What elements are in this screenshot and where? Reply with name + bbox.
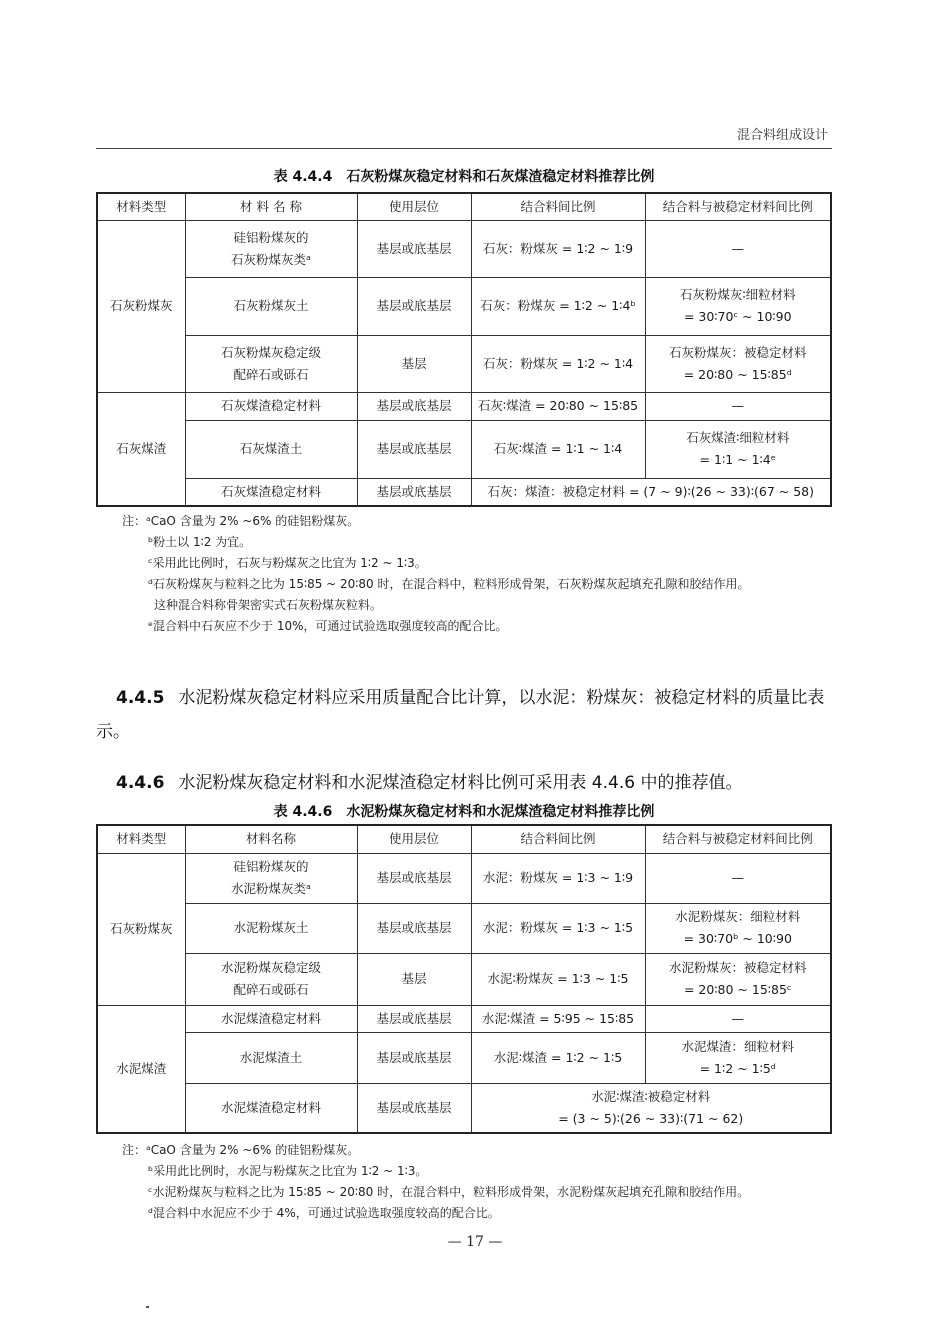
layer-cell: 基层或底基层 — [357, 220, 471, 277]
table-row — [97, 1083, 831, 1133]
table-title: 石灰粉煤灰稳定材料和石灰煤渣稳定材料推荐比例 — [346, 169, 655, 185]
note-line: 注：ᵃCaO 含量为 2% ~6% 的硅铝粉煤灰。 — [122, 1143, 360, 1157]
table-title: 水泥粉煤灰稳定材料和水泥煤渣稳定材料推荐比例 — [346, 804, 655, 820]
merged-ratio-cell: 石灰：煤渣：被稳定材料 = (7 ~ 9)∶(26 ~ 33)∶(67 ~ 58) — [471, 478, 831, 506]
header-cell: 使用层位 — [357, 193, 471, 220]
layer-cell: 基层 — [357, 953, 471, 1005]
table-row — [97, 903, 831, 953]
layer-cell: 基层或底基层 — [357, 1005, 471, 1032]
header-cell: 使用层位 — [357, 825, 471, 853]
table-row — [97, 953, 831, 1005]
table-row — [97, 478, 831, 506]
header-cell: 材料名称 — [185, 825, 357, 853]
stabilized-ratio-cell: 石灰粉煤灰∶细粒材料 = 30∶70ᶜ ~ 10∶90 — [645, 277, 831, 335]
header-cell: 结合料间比例 — [471, 193, 645, 220]
table-header-row — [97, 193, 831, 220]
stabilized-ratio-cell: — — [645, 220, 831, 277]
table-4-4-6-notes — [122, 1140, 842, 1224]
layer-cell: 基层或底基层 — [357, 392, 471, 420]
table-row — [97, 277, 831, 335]
table-row — [97, 1005, 831, 1032]
binder-ratio-cell: 石灰∶煤渣 = 1∶1 ~ 1∶4 — [471, 420, 645, 478]
binder-ratio-cell: 水泥：粉煤灰 = 1∶3 ~ 1∶5 — [471, 903, 645, 953]
material-name-cell: 硅铝粉煤灰的 石灰粉煤灰类ᵃ — [185, 220, 357, 277]
section-number: 4.4.6 — [116, 773, 165, 793]
table-4-4-4-caption — [96, 166, 832, 186]
material-name-cell: 石灰煤渣稳定材料 — [185, 392, 357, 420]
header-cell: 结合料间比例 — [471, 825, 645, 853]
material-type-cell: 石灰煤渣 — [97, 392, 185, 506]
table-number: 表 4.4.6 — [273, 804, 333, 820]
note-line: ᵈ石灰粉煤灰与粒料之比为 15∶85 ~ 20∶80 时，在混合料中，粒料形成骨架，石灰粉煤灰起填充孔隙和胶结作用。 — [148, 577, 750, 591]
material-name-cell: 石灰粉煤灰稳定级 配碎石或砾石 — [185, 335, 357, 392]
page-number: — 17 — — [447, 1234, 503, 1250]
material-name-cell: 石灰粉煤灰土 — [185, 277, 357, 335]
note-line: ᵇ粉土以 1∶2 为宜。 — [148, 535, 252, 549]
binder-ratio-cell: 石灰：粉煤灰 = 1∶2 ~ 1∶4ᵇ — [471, 277, 645, 335]
table-4-4-6-caption — [96, 801, 832, 821]
material-name-cell: 水泥粉煤灰土 — [185, 903, 357, 953]
stabilized-ratio-cell: 水泥粉煤灰：被稳定材料 = 20∶80 ~ 15∶85ᶜ — [645, 953, 831, 1005]
stabilized-ratio-cell: — — [645, 853, 831, 903]
layer-cell: 基层或底基层 — [357, 1032, 471, 1083]
binder-ratio-cell: 石灰∶煤渣 = 20∶80 ~ 15∶85 — [471, 392, 645, 420]
stabilized-ratio-cell: 水泥粉煤灰：细粒材料 = 30∶70ᵇ ~ 10∶90 — [645, 903, 831, 953]
note-line: ᵉ混合料中石灰应不少于 10%，可通过试验选取强度较高的配合比。 — [148, 619, 508, 633]
paragraph-text: 水泥粉煤灰稳定材料应采用质量配合比计算，以水泥：粉煤灰：被稳定材料的质量比表示。 — [96, 688, 825, 742]
stabilized-ratio-cell: — — [645, 1005, 831, 1032]
material-name-cell: 水泥煤渣稳定材料 — [185, 1005, 357, 1032]
binder-ratio-cell: 石灰：粉煤灰 = 1∶2 ~ 1∶4 — [471, 335, 645, 392]
header-rule — [96, 148, 832, 149]
header-cell: 材料类型 — [97, 193, 185, 220]
stabilized-ratio-cell: 水泥煤渣：细粒材料 = 1∶2 ~ 1∶5ᵈ — [645, 1032, 831, 1083]
table-row — [97, 853, 831, 903]
note-line: ᵈ混合料中水泥应不少于 4%，可通过试验选取强度较高的配合比。 — [148, 1206, 500, 1220]
running-header: 混合料组成设计 — [736, 128, 828, 143]
table-4-4-6 — [96, 824, 832, 1134]
material-type-cell: 石灰粉煤灰 — [97, 853, 185, 1005]
note-line: 注：ᵃCaO 含量为 2% ~6% 的硅铝粉煤灰。 — [122, 514, 360, 528]
table-4-4-4-notes — [122, 511, 842, 637]
material-name-cell: 水泥粉煤灰稳定级 配碎石或砾石 — [185, 953, 357, 1005]
table-4-4-4 — [96, 192, 832, 507]
binder-ratio-cell: 水泥：粉煤灰 = 1∶3 ~ 1∶9 — [471, 853, 645, 903]
note-line: ᶜ采用此比例时，石灰与粉煤灰之比宜为 1∶2 ~ 1∶3。 — [148, 556, 427, 570]
note-line: ᵇ采用此比例时，水泥与粉煤灰之比宜为 1∶2 ~ 1∶3。 — [148, 1164, 428, 1178]
binder-ratio-cell: 石灰：粉煤灰 = 1∶2 ~ 1∶9 — [471, 220, 645, 277]
stabilized-ratio-cell: 石灰粉煤灰：被稳定材料 = 20∶80 ~ 15∶85ᵈ — [645, 335, 831, 392]
stabilized-ratio-cell: 石灰煤渣∶细粒材料 = 1∶1 ~ 1∶4ᵉ — [645, 420, 831, 478]
layer-cell: 基层 — [357, 335, 471, 392]
table-row — [97, 1032, 831, 1083]
table-row — [97, 420, 831, 478]
layer-cell: 基层或底基层 — [357, 420, 471, 478]
layer-cell: 基层或底基层 — [357, 277, 471, 335]
layer-cell: 基层或底基层 — [357, 853, 471, 903]
merged-ratio-cell: 水泥∶煤渣∶被稳定材料 = (3 ~ 5)∶(26 ~ 33)∶(71 ~ 62) — [471, 1083, 831, 1133]
paragraph-text: 水泥粉煤灰稳定材料和水泥煤渣稳定材料比例可采用表 4.4.6 中的推荐值。 — [178, 773, 743, 793]
layer-cell: 基层或底基层 — [357, 478, 471, 506]
table-number: 表 4.4.4 — [273, 169, 333, 185]
paragraph-4-4-5 — [96, 681, 836, 749]
material-type-cell: 石灰粉煤灰 — [97, 220, 185, 392]
material-name-cell: 石灰煤渣土 — [185, 420, 357, 478]
section-number: 4.4.5 — [116, 688, 165, 708]
binder-ratio-cell: 水泥∶煤渣 = 5∶95 ~ 15∶85 — [471, 1005, 645, 1032]
binder-ratio-cell: 水泥∶粉煤灰 = 1∶3 ~ 1∶5 — [471, 953, 645, 1005]
table-row — [97, 335, 831, 392]
note-line: 这种混合料称骨架密实式石灰粉煤灰粒料。 — [154, 598, 383, 612]
material-name-cell: 硅铝粉煤灰的 水泥粉煤灰类ᵃ — [185, 853, 357, 903]
material-type-cell: 水泥煤渣 — [97, 1005, 185, 1133]
header-cell: 材 料 名 称 — [185, 193, 357, 220]
header-cell: 结合料与被稳定材料间比例 — [645, 193, 831, 220]
header-cell: 结合料与被稳定材料间比例 — [645, 825, 831, 853]
material-name-cell: 水泥煤渣土 — [185, 1032, 357, 1083]
header-cell: 材料类型 — [97, 825, 185, 853]
note-line: ᶜ水泥粉煤灰与粒料之比为 15∶85 ~ 20∶80 时，在混合料中，粒料形成骨架，水泥粉煤灰起填充孔隙和胶结作用。 — [148, 1185, 750, 1199]
paragraph-4-4-6 — [96, 766, 836, 800]
material-name-cell: 石灰煤渣稳定材料 — [185, 478, 357, 506]
material-name-cell: 水泥煤渣稳定材料 — [185, 1083, 357, 1133]
layer-cell: 基层或底基层 — [357, 903, 471, 953]
table-header-row — [97, 825, 831, 853]
scan-speck — [146, 1306, 149, 1308]
binder-ratio-cell: 水泥∶煤渣 = 1∶2 ~ 1∶5 — [471, 1032, 645, 1083]
table-row — [97, 220, 831, 277]
table-row — [97, 392, 831, 420]
layer-cell: 基层或底基层 — [357, 1083, 471, 1133]
stabilized-ratio-cell: — — [645, 392, 831, 420]
